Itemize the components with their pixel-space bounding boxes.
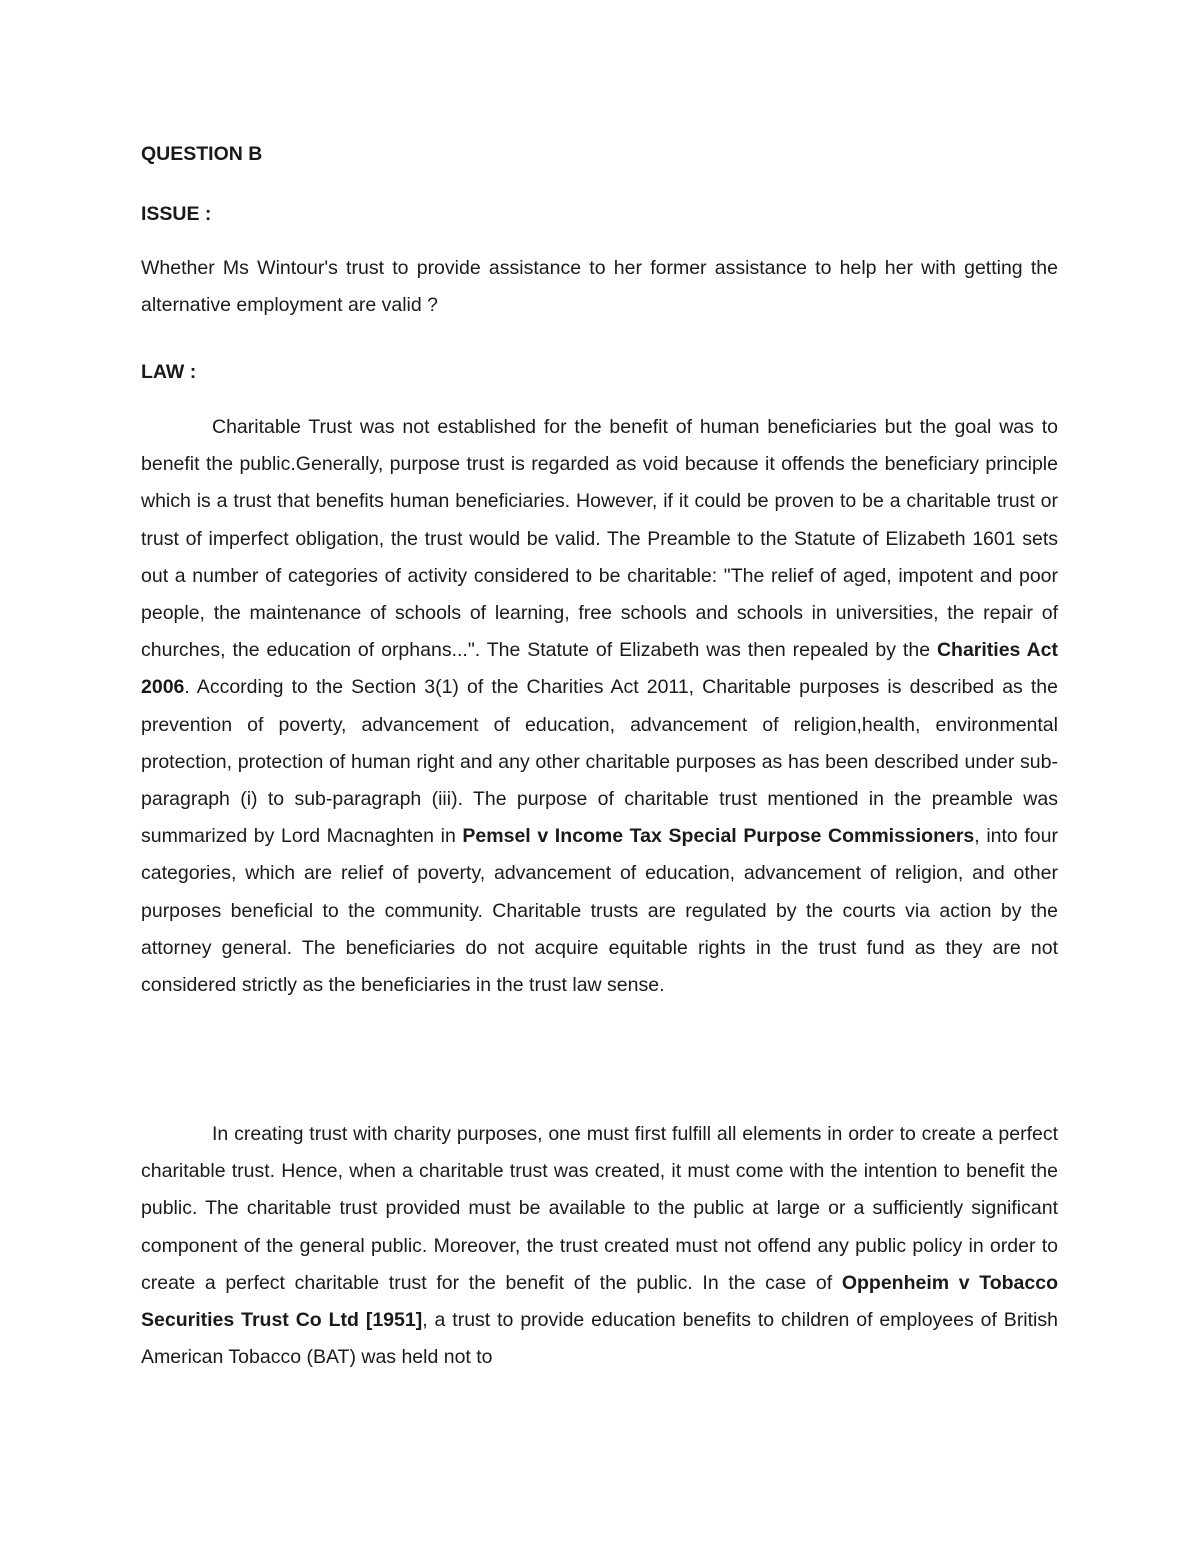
law-p2-text-1: In creating trust with charity purposes, one must first fulfill all elements in order to create a perfect charitable trust. Hence, when a charitable trust was created, it must come with the intention to benefit the public. The charitable trust provided must be available to the public at large or a sufficiently significant component of the general public. Moreover, the trust created must not offend any public policy in order to create a perfect charitable trust for the benefit of the public. In the case of	[141, 1123, 1058, 1294]
law-heading: LAW :	[141, 361, 197, 383]
law-p1-text-2: . According to the Section 3(1) of the Charities Act 2011, Charitable purposes is described as the prevention of poverty, advancement of education, advancement of religion,health, environmental protection, protection of human right and any other charitable purposes as has been described under sub-paragraph (i) to sub-paragraph (iii). The purpose of charitable trust mentioned in the preamble was summarized by Lord Macnaghten in	[141, 676, 1058, 848]
case-citation-oppenheim: Oppenheim v Tobacco Securities Trust Co Ltd [1951]	[141, 1271, 1058, 1332]
law-p1-text-1: Charitable Trust was not established for the benefit of human beneficiaries but the goal was to benefit the public.Generally, purpose trust is regarded as void because it offends the beneficiary principle which is a trust that benefits human beneficiaries. However, if it could be proven to be a charitable trust or trust of imperfect obligation, the trust would be valid. The Preamble to the Statute of Elizabeth 1601 sets out a number of categories of activity considered to be charitable: "The relief of aged, impotent and poor people, the maintenance of schools of learning, free schools and schools in universities, the repair of churches, the education of orphans...". The Statute of Elizabeth was then repealed by the	[141, 416, 1058, 662]
issue-text: Whether Ms Wintour's trust to provide assistance to her former assistance to help her with getting the alternative employment are valid ?	[141, 257, 1058, 317]
issue-heading: ISSUE :	[141, 203, 212, 225]
case-citation-pemsel: Pemsel v Income Tax Special Purpose Commissioners	[462, 825, 975, 848]
law-p1-text-3: , into four categories, which are relief of poverty, advancement of education, advancement of religion, and other purposes beneficial to the community. Charitable trusts are regulated by the courts via action by the attorney general. The beneficiaries do not acquire equitable rights in the trust fund as they are not considered strictly as the beneficiaries in the trust law sense.	[141, 825, 1058, 997]
law-p2-text-2: , a trust to provide education benefits to children of employees of British American Tobacco (BAT) was held not to	[141, 1309, 1058, 1369]
law-paragraph-2	[141, 1116, 1058, 1376]
question-title: QUESTION B	[141, 143, 263, 165]
case-citation-charities-act: Charities Act 2006	[141, 639, 1058, 699]
law-paragraph-1	[141, 409, 1058, 1004]
